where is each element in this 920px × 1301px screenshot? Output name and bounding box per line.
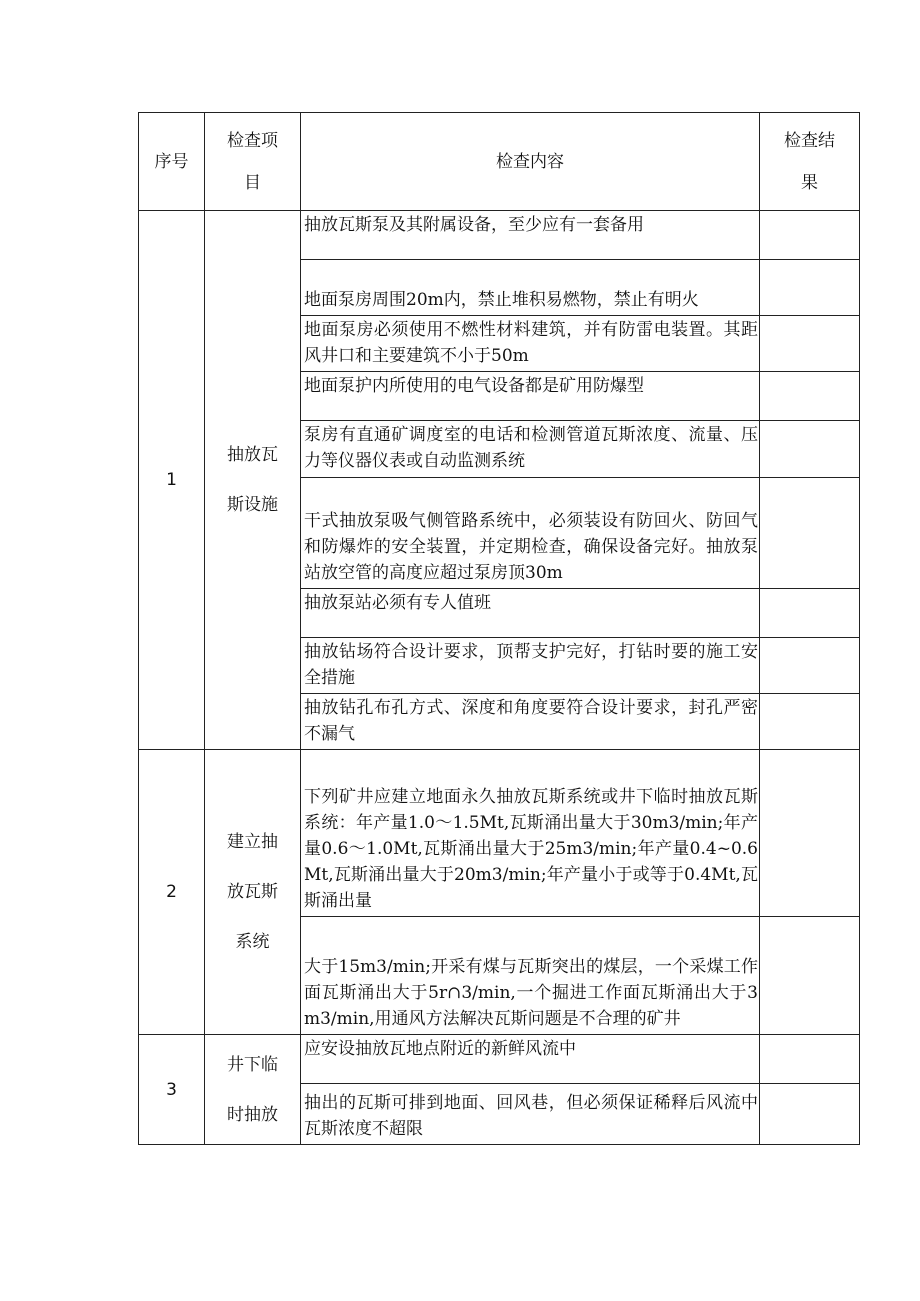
header-seq: 序号 [139,113,205,211]
group-1-item: 抽放瓦斯设施 [205,211,301,750]
group-1-content-6: 干式抽放泵吸气侧管路系统中，必须装设有防回火、防回气和防爆炸的安全装置，并定期检查，确保设备完好。抽放泵站放空管的高度应超过泵房顶30m [301,478,760,589]
header-item: 检查项目 [205,113,301,211]
group-1-result-6[interactable] [760,478,860,589]
group-1-content-3: 地面泵房必须使用不燃性材料建筑，并有防雷电装置。其距风井口和主要建筑不小于50m [301,316,760,372]
group-1-seq: 1 [139,211,205,750]
group-1-result-9[interactable] [760,694,860,750]
group-1-content-9: 抽放钻孔布孔方式、深度和角度要符合设计要求，封孔严密不漏气 [301,694,760,750]
group-1-result-4[interactable] [760,372,860,421]
group-2-content-2: 大于15m3∕min;开采有煤与瓦斯突出的煤层，一个采煤工作面瓦斯涌出大于5r∩3∕min,一个掘进工作面瓦斯涌出大于3m3∕min,用通风方法解决瓦斯问题是不合理的矿井 [301,917,760,1035]
group-1-content-8: 抽放钻场符合设计要求，顶帮支护完好，打钻时要的施工安全措施 [301,638,760,694]
table-row [139,1035,860,1084]
group-3-content-2: 抽出的瓦斯可排到地面、回风巷，但必须保证稀释后风流中瓦斯浓度不超限 [301,1084,760,1145]
group-1-content-7: 抽放泵站必须有专人值班 [301,589,760,638]
header-result: 检查结果 [760,113,860,211]
table-row [139,750,860,917]
group-3-result-1[interactable] [760,1035,860,1084]
group-1-content-5: 泵房有直通矿调度室的电话和检测管道瓦斯浓度、流量、压力等仪器仪表或自动监测系统 [301,421,760,478]
group-2-result-2[interactable] [760,917,860,1035]
group-1-result-8[interactable] [760,638,860,694]
group-2-result-1[interactable] [760,750,860,917]
group-2-item: 建立抽放瓦斯系统 [205,750,301,1035]
group-3-content-1: 应安设抽放瓦地点附近的新鲜风流中 [301,1035,760,1084]
group-1-result-3[interactable] [760,316,860,372]
header-row [139,113,860,211]
group-1-content-2: 地面泵房周围20m内，禁止堆积易燃物，禁止有明火 [301,260,760,316]
group-1-content-4: 地面泵护内所使用的电气设备都是矿用防爆型 [301,372,760,421]
group-1-result-5[interactable] [760,421,860,478]
table-row [139,211,860,260]
group-2-content-1: 下列矿井应建立地面永久抽放瓦斯系统或井下临时抽放瓦斯系统：年产量1.0～1.5Mt,瓦斯涌出量大于30m3∕min;年产量0.6～1.0Mt,瓦斯涌出量大于25m3∕min;年产量0.4~0.6Mt,瓦斯涌出量大于20m3∕min;年产量小于或等于0.4Mt,瓦斯涌出量 [301,750,760,917]
group-3-item: 井下临时抽放 [205,1035,301,1145]
header-content: 检查内容 [301,113,760,211]
group-1-result-2[interactable] [760,260,860,316]
group-1-content-1: 抽放瓦斯泵及其附属设备，至少应有一套备用 [301,211,760,260]
group-3-seq: 3 [139,1035,205,1145]
group-1-result-1[interactable] [760,211,860,260]
group-2-seq: 2 [139,750,205,1035]
inspection-table [138,112,860,1145]
group-3-result-2[interactable] [760,1084,860,1145]
group-1-result-7[interactable] [760,589,860,638]
